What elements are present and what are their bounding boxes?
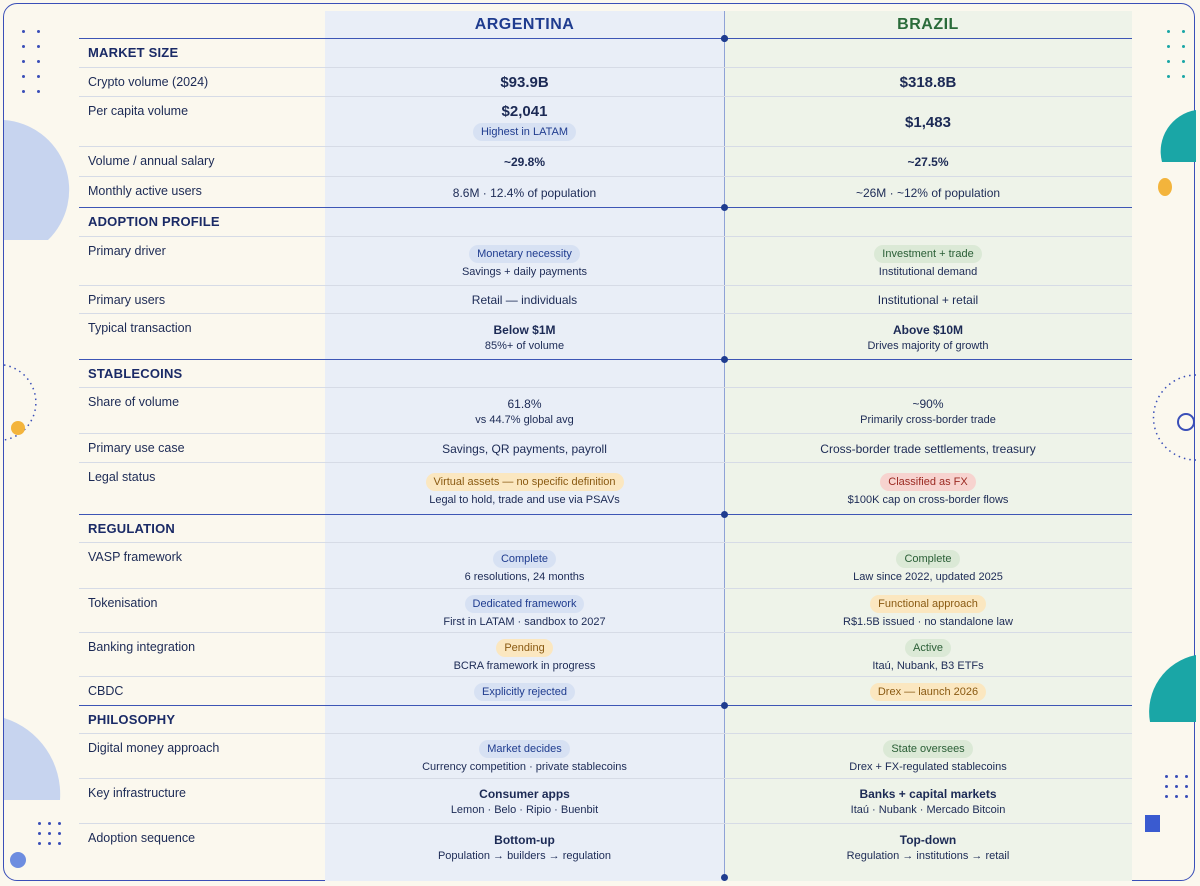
section-title: STABLECOINS bbox=[88, 366, 183, 381]
cell-note: Itaú · Nubank · Mercado Bitcoin bbox=[850, 804, 1006, 816]
row-volume-annual-salary-argentina-cell bbox=[325, 147, 724, 177]
row-legal-status-brazil-cell bbox=[724, 463, 1132, 515]
row-per-capita-volume bbox=[79, 96, 1132, 147]
cell-value: $318.8B bbox=[899, 74, 957, 91]
row-per-capita-volume-brazil-cell bbox=[724, 97, 1132, 147]
row-label: Per capita volume bbox=[88, 104, 189, 118]
row-primary-driver-argentina-cell bbox=[325, 237, 724, 286]
section-title: MARKET SIZE bbox=[88, 45, 179, 60]
argentina-header: ARGENTINA bbox=[474, 16, 575, 33]
cell-note: Currency competition · private stablecoins bbox=[422, 761, 627, 773]
row-label: Volume / annual salary bbox=[88, 154, 215, 168]
cell-note: Primarily cross-border trade bbox=[860, 413, 996, 426]
cell-value: $2,041 bbox=[501, 103, 548, 120]
cell-note: BCRA framework in progress bbox=[453, 659, 596, 672]
section-adoption-profile bbox=[79, 207, 1132, 237]
section-title: REGULATION bbox=[88, 521, 175, 536]
cell-value: ~29.8% bbox=[503, 155, 546, 169]
row-crypto-volume-2024-argentina-cell bbox=[325, 68, 724, 97]
cell-note: First in LATAM · sandbox to 2027 bbox=[443, 615, 606, 628]
row-tokenisation bbox=[79, 588, 1132, 633]
status-badge: Monetary necessity bbox=[469, 245, 580, 263]
row-volume-annual-salary-brazil-cell bbox=[724, 147, 1132, 177]
row-banking-integration bbox=[79, 632, 1132, 677]
cell-note: Drex + FX-regulated stablecoins bbox=[849, 761, 1007, 773]
row-adoption-sequence bbox=[79, 823, 1132, 871]
row-label: Legal status bbox=[88, 470, 156, 484]
row-primary-use-case bbox=[79, 433, 1132, 463]
row-label: Typical transaction bbox=[88, 321, 192, 335]
row-cbdc-brazil-cell bbox=[724, 677, 1132, 706]
row-volume-annual-salary bbox=[79, 146, 1132, 177]
status-badge: Highest in LATAM bbox=[473, 123, 576, 141]
cell-value: Cross-border trade settlements, treasury bbox=[820, 441, 1036, 456]
row-vasp-framework-argentina-cell bbox=[325, 543, 724, 589]
row-banking-integration-argentina-cell bbox=[325, 633, 724, 677]
row-key-infrastructure bbox=[79, 778, 1132, 824]
row-label: Key infrastructure bbox=[88, 786, 186, 800]
row-label: Digital money approach bbox=[88, 741, 220, 755]
cell-note: Legal to hold, trade and use via PSAVs bbox=[429, 493, 620, 506]
cell-value: Above $10M bbox=[892, 322, 964, 337]
decor-dots-top-right bbox=[1167, 30, 1185, 78]
row-typical-transaction-argentina-cell bbox=[325, 314, 724, 360]
row-legal-status bbox=[79, 462, 1132, 515]
row-key-infrastructure-argentina-cell bbox=[325, 779, 724, 824]
row-label: Crypto volume (2024) bbox=[88, 75, 209, 89]
row-adoption-sequence-brazil-cell bbox=[724, 824, 1132, 871]
brazil-header: BRAZIL bbox=[897, 16, 959, 33]
cell-note: Savings + daily payments bbox=[461, 266, 588, 278]
divider-node bbox=[721, 35, 728, 42]
divider-node bbox=[721, 702, 728, 709]
status-badge: Classified as FX bbox=[880, 473, 975, 491]
cell-note: Law since 2022, updated 2025 bbox=[853, 570, 1003, 583]
cell-value: ~90% bbox=[912, 396, 944, 411]
section-philosophy bbox=[79, 705, 1132, 735]
row-label: Tokenisation bbox=[88, 596, 158, 610]
cell-value: ~27.5% bbox=[907, 155, 949, 169]
cell-value: Bottom-up bbox=[494, 833, 555, 847]
status-badge: Investment + trade bbox=[874, 245, 981, 263]
decor-dots-bottom-left bbox=[38, 822, 61, 845]
row-adoption-sequence-argentina-cell bbox=[325, 824, 724, 871]
row-banking-integration-brazil-cell bbox=[724, 633, 1132, 677]
row-share-of-volume-argentina-cell bbox=[325, 388, 724, 434]
row-label: Primary users bbox=[88, 293, 166, 307]
comparison-table bbox=[79, 11, 1132, 881]
row-monthly-active-users-brazil-cell bbox=[724, 177, 1132, 208]
status-badge: Virtual assets — no specific definition bbox=[426, 473, 624, 491]
cell-value: Banks + capital markets bbox=[859, 787, 997, 801]
cell-note: Population → builders → regulation bbox=[437, 850, 612, 862]
row-legal-status-argentina-cell bbox=[325, 463, 724, 515]
status-badge: Market decides bbox=[479, 740, 570, 758]
cell-value: 8.6M · 12.4% of population bbox=[452, 185, 597, 200]
cell-value: $93.9B bbox=[500, 74, 549, 91]
cell-value: Savings, QR payments, payroll bbox=[442, 441, 607, 456]
row-primary-driver-brazil-cell bbox=[724, 237, 1132, 286]
row-vasp-framework-brazil-cell bbox=[724, 543, 1132, 589]
row-tokenisation-argentina-cell bbox=[325, 589, 724, 633]
row-crypto-volume-2024-brazil-cell bbox=[724, 68, 1132, 97]
row-share-of-volume-brazil-cell bbox=[724, 388, 1132, 434]
row-digital-money-approach-argentina-cell bbox=[325, 734, 724, 779]
cell-note: Itaú, Nubank, B3 ETFs bbox=[872, 659, 984, 672]
cell-value: Institutional + retail bbox=[877, 293, 979, 307]
cell-value: Below $1M bbox=[493, 322, 556, 337]
cell-note: R$1.5B issued · no standalone law bbox=[843, 615, 1013, 628]
row-primary-driver bbox=[79, 236, 1132, 286]
row-monthly-active-users bbox=[79, 176, 1132, 208]
row-cbdc bbox=[79, 676, 1132, 706]
status-badge: Drex — launch 2026 bbox=[870, 683, 986, 701]
row-primary-use-case-argentina-cell bbox=[325, 434, 724, 463]
row-primary-use-case-brazil-cell bbox=[724, 434, 1132, 463]
row-cbdc-argentina-cell bbox=[325, 677, 724, 706]
cell-value: ~26M · ~12% of population bbox=[855, 185, 1001, 200]
row-digital-money-approach bbox=[79, 733, 1132, 779]
section-title: PHILOSOPHY bbox=[88, 712, 176, 727]
section-title: ADOPTION PROFILE bbox=[88, 214, 220, 229]
row-label: VASP framework bbox=[88, 550, 183, 564]
status-badge: Complete bbox=[493, 550, 556, 568]
cell-note: 85%+ of volume bbox=[484, 339, 565, 352]
section-stablecoins bbox=[79, 359, 1132, 389]
status-badge: Dedicated framework bbox=[465, 595, 585, 613]
cell-note: Regulation → institutions → retail bbox=[846, 850, 1010, 862]
row-typical-transaction bbox=[79, 313, 1132, 360]
row-monthly-active-users-argentina-cell bbox=[325, 177, 724, 208]
section-market-size bbox=[79, 38, 1132, 68]
section-regulation bbox=[79, 514, 1132, 544]
cell-value: $1,483 bbox=[905, 113, 951, 131]
divider-node bbox=[721, 356, 728, 363]
decor-dots-bottom-right bbox=[1165, 775, 1188, 798]
row-label: Primary driver bbox=[88, 244, 166, 258]
cell-note: Lemon · Belo · Ripio · Buenbit bbox=[450, 804, 599, 816]
row-label: Banking integration bbox=[88, 640, 196, 654]
row-primary-users bbox=[79, 285, 1132, 314]
status-badge: Explicitly rejected bbox=[474, 683, 575, 701]
row-label: Share of volume bbox=[88, 395, 180, 409]
row-label: CBDC bbox=[88, 684, 124, 698]
cell-note: 6 resolutions, 24 months bbox=[464, 570, 585, 583]
cell-note: Institutional demand bbox=[878, 266, 978, 278]
status-badge: State oversees bbox=[883, 740, 972, 758]
row-digital-money-approach-brazil-cell bbox=[724, 734, 1132, 779]
status-badge: Complete bbox=[896, 550, 959, 568]
row-typical-transaction-brazil-cell bbox=[724, 314, 1132, 360]
status-badge: Functional approach bbox=[870, 595, 986, 613]
row-share-of-volume bbox=[79, 387, 1132, 434]
row-vasp-framework bbox=[79, 542, 1132, 589]
cell-value: Consumer apps bbox=[479, 787, 570, 801]
cell-note: vs 44.7% global avg bbox=[475, 413, 574, 426]
cell-note: $100K cap on cross-border flows bbox=[847, 493, 1009, 506]
row-label: Primary use case bbox=[88, 441, 185, 455]
status-badge: Pending bbox=[496, 639, 552, 657]
row-tokenisation-brazil-cell bbox=[724, 589, 1132, 633]
row-primary-users-argentina-cell bbox=[325, 286, 724, 314]
row-crypto-volume-2024 bbox=[79, 67, 1132, 97]
row-per-capita-volume-argentina-cell bbox=[325, 97, 724, 147]
cell-value: Top-down bbox=[899, 833, 957, 847]
row-key-infrastructure-brazil-cell bbox=[724, 779, 1132, 824]
divider-node bbox=[721, 511, 728, 518]
row-label: Monthly active users bbox=[88, 184, 202, 198]
divider-node bbox=[721, 204, 728, 211]
divider-node bbox=[721, 874, 728, 881]
row-label: Adoption sequence bbox=[88, 831, 196, 845]
cell-value: Retail — individuals bbox=[471, 293, 578, 307]
cell-value: 61.8% bbox=[507, 396, 542, 411]
row-primary-users-brazil-cell bbox=[724, 286, 1132, 314]
decor-dots-top-left bbox=[22, 30, 40, 93]
status-badge: Active bbox=[905, 639, 951, 657]
cell-note: Drives majority of growth bbox=[867, 339, 989, 352]
